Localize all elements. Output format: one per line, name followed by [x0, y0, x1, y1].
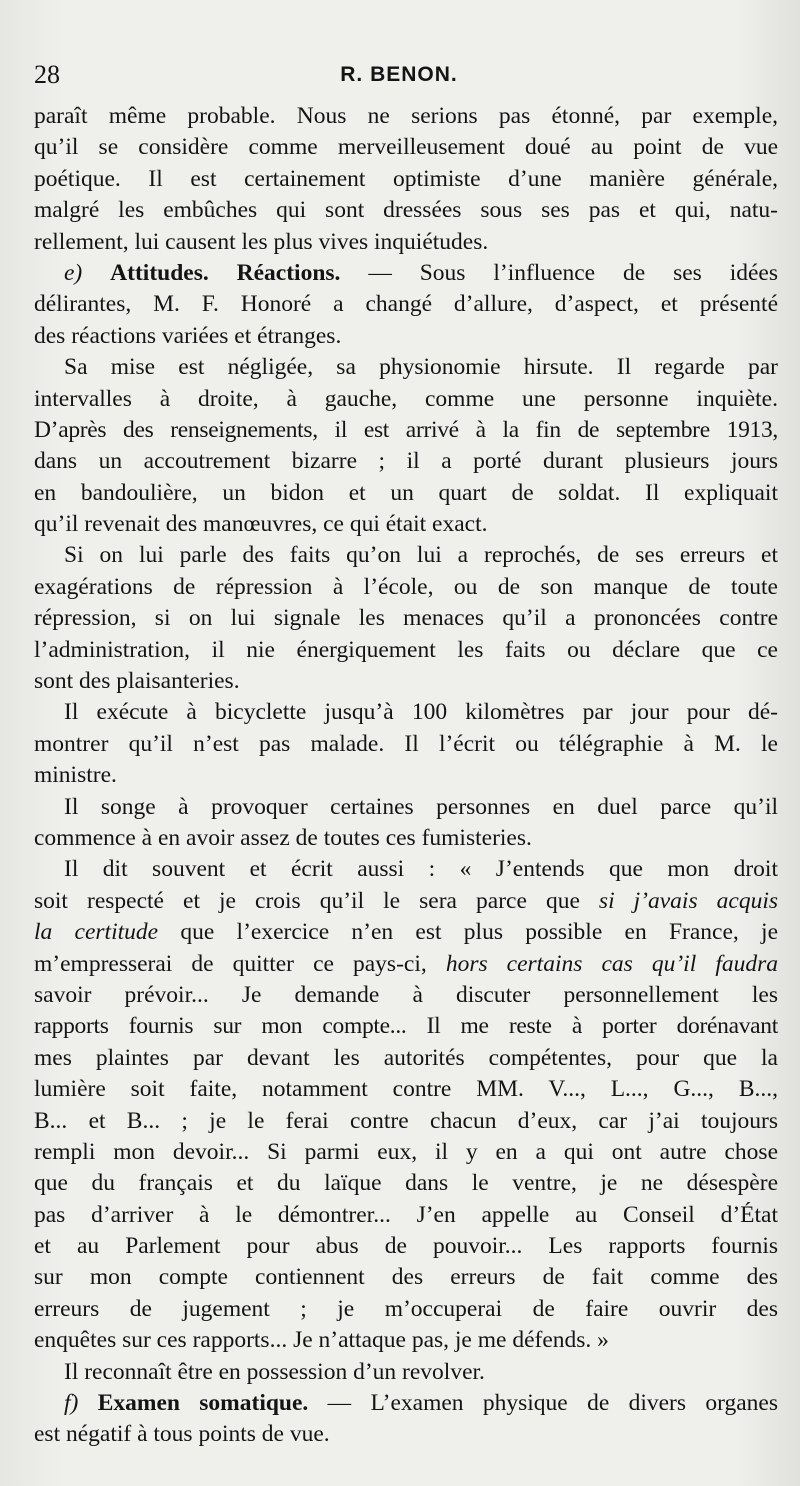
- page-number: 28: [34, 60, 60, 89]
- text-line: est négatif à tous points de vue.: [34, 1421, 330, 1448]
- section-text: — L’examen physique de divers organes: [308, 1390, 778, 1417]
- text-line: qu’il se considère comme merveilleusement doué au point de vue: [34, 134, 778, 161]
- text-line: mes plaintes par devant les autorités compétentes, pour que la: [34, 1044, 778, 1071]
- italic-span: la certitude: [34, 919, 159, 946]
- text-line: Sa mise est négligée, sa physionomie hirsute. Il regarde par: [64, 354, 778, 381]
- text-line: sont des plaisanteries.: [34, 668, 240, 695]
- section-heading-line: [34, 258, 778, 289]
- text-line: D’après des renseignements, il est arrivé à la fin de septembre 1913,: [34, 416, 778, 443]
- text-line: exagérations de répression à l’école, ou de son manque de toute: [34, 573, 778, 600]
- text-line: poétique. Il est certainement optimiste d’une manière générale,: [34, 165, 778, 192]
- text-line: Il exécute à bicyclette jusqu’à 100 kilomètres par jour pour dé-: [64, 699, 778, 726]
- text-span: soit respecté et je crois qu’il le sera parce que: [34, 887, 599, 914]
- text-line: [34, 949, 778, 980]
- section-title: Examen somatique.: [97, 1390, 309, 1417]
- italic-span: si j’avais acquis: [598, 887, 778, 914]
- text-line: paraît même probable. Nous ne serions pas étonné, par exemple,: [34, 103, 778, 129]
- running-head: R. BENON.: [340, 63, 458, 86]
- text-line: enquêtes sur ces rapports... Je n’attaque pas, je me défends. »: [34, 1327, 609, 1354]
- text-line: Il songe à provoquer certaines personnes en duel parce qu’il: [64, 793, 778, 820]
- text-line: Il reconnaît être en possession d’un revolver.: [64, 1358, 485, 1385]
- text-line: rempli mon devoir... Si parmi eux, il y en a qui ont autre chose: [34, 1138, 778, 1165]
- text-line: erreurs de jugement ; je m’occuperai de faire ouvrir des: [34, 1295, 778, 1322]
- italic-span: hors certains cas qu’il faudra: [445, 950, 778, 977]
- section-text: — Sous l’influence de ses idées: [340, 259, 779, 286]
- text-line: sur mon compte contiennent des erreurs de fait comme des: [34, 1264, 778, 1291]
- text-line: Si on lui parle des faits qu’on lui a reprochés, de ses erreurs et: [64, 542, 778, 569]
- text-line: dans un accoutrement bizarre ; il a porté durant plusieurs jours: [34, 448, 778, 475]
- text-line: ministre.: [34, 762, 117, 789]
- text-line: [34, 886, 778, 917]
- section-heading-line: [34, 1388, 778, 1419]
- text-line: montrer qu’il n’est pas malade. Il l’écrit ou télégraphie à M. le: [34, 730, 778, 757]
- text-line: pas d’arriver à le démontrer... J’en appelle au Conseil d’État: [34, 1201, 778, 1228]
- text-line: Il dit souvent et écrit aussi : « J’entends que mon droit: [64, 856, 778, 883]
- text-line: l’administration, il nie énergiquement les faits ou déclare que ce: [34, 636, 778, 663]
- text-span: que l’exercice n’en est plus possible en France, je: [158, 919, 778, 946]
- text-line: [34, 917, 778, 948]
- section-letter: f): [64, 1390, 98, 1417]
- text-line: en bandoulière, un bidon et un quart de soldat. Il expliquait: [34, 479, 778, 506]
- text-line: qu’il revenait des manœuvres, ce qui était exact.: [34, 511, 488, 538]
- page-header: [34, 60, 764, 90]
- body-text: [34, 101, 778, 1451]
- text-line: rellement, lui causent les plus vives inquiétudes.: [34, 228, 489, 255]
- text-line: des réactions variées et étranges.: [34, 322, 342, 349]
- text-line: intervalles à droite, à gauche, comme une personne inquiète.: [34, 385, 778, 412]
- text-line: lumière soit faite, notamment contre MM. V..., L..., G..., B...,: [34, 1076, 778, 1103]
- text-line: B... et B... ; je le ferai contre chacun d’eux, car j’ai toujours: [34, 1107, 778, 1134]
- text-line: malgré les embûches qui sont dressées sous ses pas et qui, natu-: [34, 197, 778, 224]
- text-span: m’empresserai de quitter ce pays-ci,: [34, 950, 446, 977]
- text-line: répression, si on lui signale les menaces qu’il a prononcées contre: [34, 605, 778, 632]
- section-title: Attitudes. Réactions.: [110, 259, 341, 286]
- text-line: rapports fournis sur mon compte... Il me reste à porter dorénavant: [34, 1013, 778, 1040]
- text-line: délirantes, M. F. Honoré a changé d’allure, d’aspect, et présenté: [34, 291, 778, 318]
- text-line: savoir prévoir... Je demande à discuter personnellement les: [34, 981, 778, 1008]
- text-line: que du français et du laïque dans le ventre, je ne désespère: [34, 1170, 778, 1197]
- section-letter: e): [64, 259, 111, 286]
- text-line: commence à en avoir assez de toutes ces fumisteries.: [34, 824, 532, 851]
- text-line: et au Parlement pour abus de pouvoir... Les rapports fournis: [34, 1233, 778, 1260]
